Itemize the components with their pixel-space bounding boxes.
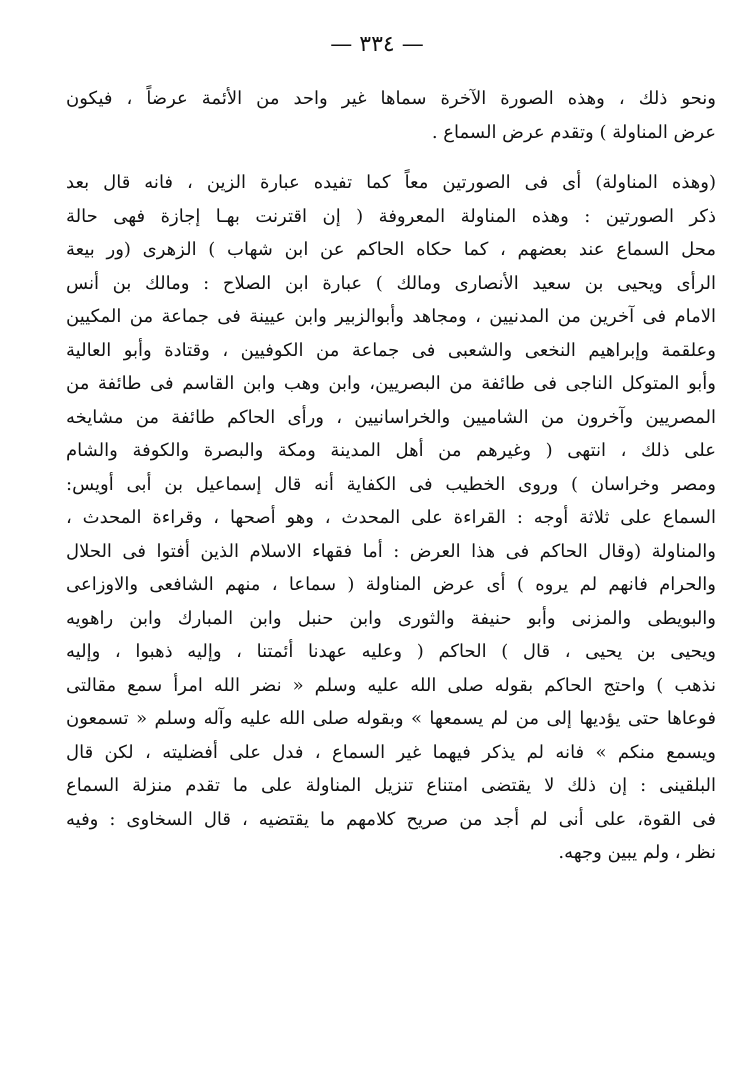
- text-line: الرأى ويحيى بن سعيد الأنصارى ومالك ) عبارة ابن الصلاح : ومالك بن أنس: [66, 272, 716, 294]
- text-line: ومصر وخراسان ) وروى الخطيب فى الكفاية أنه قال إسماعيل بن أبى أويس:: [66, 473, 716, 495]
- text-line: وعلقمة وإبراهيم النخعى والشعبى فى جماعة من الكوفيين ، وقتادة وأبو العالية: [66, 339, 716, 361]
- text-line: ونحو ذلك ، وهذه الصورة الآخرة سماها غير واحد من الأئمة عرضاً ، فيكون: [66, 88, 716, 109]
- paragraph-2: [66, 166, 716, 870]
- text-line: نظر ، ولم يبين وجهه.: [558, 842, 716, 863]
- text-line: وأبو المتوكل الناجى فى طائفة من البصريين، وابن وهب وابن القاسم فى طائفة من: [66, 373, 716, 394]
- text-line: فوعاها حتى يؤديها إلى من لم يسمعها » وبقوله صلى الله عليه وآله وسلم « تسمعون: [66, 708, 716, 729]
- text-line: المصريين وآخرون من الشاميين والخراسانيين ، ورأى الحاكم طائفة من مشايخه: [66, 406, 716, 428]
- text-line: فى القوة، على أنى لم أجد من صريح كلامهم ما يقتضيه ، قال السخاوى : وفيه: [66, 808, 716, 830]
- text-line: والبويطى والمزنى وأبو حنيفة والثورى وابن حنبل وابن المبارك وابن راهويه: [66, 607, 716, 629]
- text-line: البلقينى : إن ذلك لا يقتضى امتناع تنزيل المناولة على ما تقدم منزلة السماع: [66, 775, 716, 796]
- text-line: السماع على ثلاثة أوجه : القراءة على المحدث ، وهو أصحها ، وقراءة المحدث ،: [66, 507, 716, 528]
- text-line: ويحيى بن يحيى ، قال ) الحاكم ( وعليه عهدنا أئمتنا ، وإليه ذهبوا ، وإليه: [66, 641, 716, 662]
- text-line: محل السماع عند بعضهم ، كما حكاه الحاكم عن ابن شهاب ) الزهرى (ور بيعة: [66, 239, 716, 260]
- page-number: — ٣٣٤ —: [330, 32, 424, 57]
- text-line: ذكر الصورتين : وهذه المناولة المعروفة ( إن اقترنت بهـا إجازة فهى حالة: [66, 205, 716, 227]
- paragraph-1: [66, 82, 716, 149]
- text-line: والحرام فانهم لم يروه ) أى عرض المناولة ( سماعا ، منهم الشافعى والاوزاعى: [66, 574, 716, 595]
- text-line: والمناولة (وقال الحاكم فى هذا العرض : أما فقهاء الاسلام الذين أفتوا فى الحلال: [66, 540, 716, 562]
- text-line: عرض المناولة ) وتقدم عرض السماع .: [431, 121, 716, 143]
- text-line: على ذلك ، انتهى ( وغيرهم من أهل المدينة ومكة والبصرة والكوفة والشام: [66, 440, 716, 461]
- text-line: نذهب ) واحتج الحاكم بقوله صلى الله عليه وسلم « نضر الله امرأ سمع مقالتى: [66, 674, 716, 696]
- text-line: الامام فى آخرين من المدنيين ، ومجاهد وأبوالزبير وابن عيينة فى جماعة من المكيين: [66, 306, 716, 327]
- text-line: ويسمع منكم » فانه لم يذكر فيهما غير السماع ، فدل على أفضليته ، لكن قال: [66, 741, 716, 763]
- text-line: (وهذه المناولة) أى فى الصورتين معاً كما تفيده عبارة الزين ، فانه قال بعد: [66, 172, 716, 193]
